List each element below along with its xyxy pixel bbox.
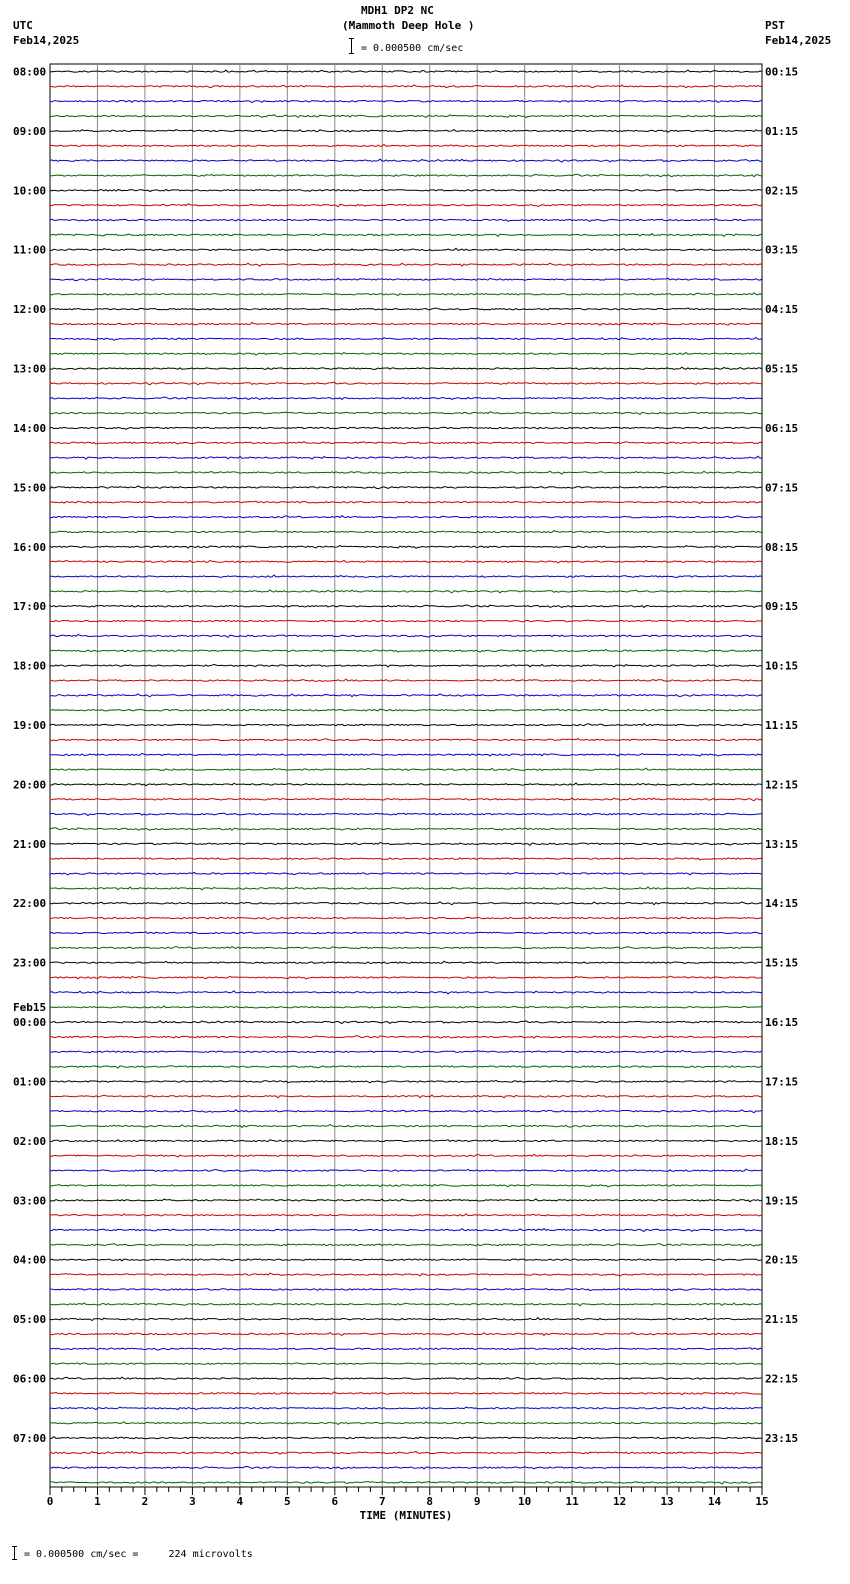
- seismic-trace: [50, 382, 762, 385]
- x-tick-label: 2: [141, 1495, 149, 1508]
- seismic-trace: [50, 1303, 762, 1306]
- utc-hour-label: 09:00: [13, 124, 47, 138]
- x-tick-label: 15: [755, 1495, 769, 1508]
- pst-hour-label: 13:15: [765, 837, 799, 851]
- utc-hour-label: 21:00: [13, 837, 47, 851]
- right-timezone: PST: [765, 19, 785, 32]
- seismic-trace: [50, 1481, 762, 1484]
- seismic-trace: [50, 189, 762, 191]
- seismic-trace: [50, 961, 762, 963]
- seismic-trace: [50, 501, 762, 503]
- seismic-trace: [50, 1066, 762, 1068]
- date-change-label: Feb15: [13, 1001, 47, 1015]
- footer-scale-note: = 0.000500 cm/sec = 224 microvolts: [24, 1549, 253, 1560]
- pst-hour-label: 08:15: [765, 540, 799, 554]
- pst-hour-label: 18:15: [765, 1134, 799, 1148]
- pst-hour-label: 21:15: [765, 1313, 799, 1327]
- footer-scale-bottom: [12, 1559, 17, 1560]
- utc-hour-label: 14:00: [13, 421, 47, 435]
- seismic-trace: [50, 768, 762, 770]
- pst-hour-label: 23:15: [765, 1431, 799, 1445]
- seismic-trace: [50, 234, 762, 237]
- utc-hour-label: 15:00: [13, 481, 47, 495]
- utc-hour-label: 11:00: [13, 243, 47, 257]
- seismic-trace: [50, 1259, 762, 1261]
- x-axis-label: TIME (MINUTES): [359, 1509, 453, 1522]
- pst-hour-label: 22:15: [765, 1372, 799, 1386]
- pst-hour-label: 09:15: [765, 600, 799, 614]
- pst-hour-label: 20:15: [765, 1253, 799, 1267]
- seismic-trace: [50, 531, 762, 533]
- seismic-trace: [50, 798, 762, 801]
- pst-hour-label: 02:15: [765, 184, 799, 198]
- seismic-trace: [50, 263, 762, 266]
- right-date: Feb14,2025: [765, 34, 832, 47]
- seismic-trace: [50, 367, 762, 369]
- x-tick-label: 12: [612, 1495, 627, 1508]
- seismic-trace: [50, 753, 762, 756]
- seismic-trace: [50, 1154, 762, 1157]
- seismic-trace: [50, 471, 762, 474]
- seismic-trace: [50, 620, 762, 622]
- seismic-trace: [50, 1333, 762, 1336]
- utc-hour-label: 07:00: [13, 1431, 47, 1445]
- pst-hour-label: 17:15: [765, 1075, 799, 1089]
- seismic-trace: [50, 976, 762, 979]
- seismic-trace: [50, 991, 762, 994]
- seismic-trace: [50, 1229, 762, 1232]
- seismic-trace: [50, 516, 762, 518]
- seismic-trace: [50, 293, 762, 296]
- seismic-trace: [50, 1006, 762, 1008]
- seismic-trace: [50, 932, 762, 934]
- seismic-trace: [50, 159, 762, 162]
- seismic-trace: [50, 560, 762, 563]
- pst-hour-label: 10:15: [765, 659, 799, 673]
- left-date: Feb14,2025: [13, 34, 80, 47]
- seismic-trace: [50, 650, 762, 653]
- seismic-trace: [50, 739, 762, 741]
- x-tick-label: 5: [284, 1495, 291, 1508]
- seismic-trace: [50, 204, 762, 207]
- seismic-trace: [50, 635, 762, 638]
- x-tick-label: 11: [565, 1495, 579, 1508]
- seismic-trace: [50, 1437, 762, 1439]
- pst-hour-label: 19:15: [765, 1194, 799, 1208]
- seismic-trace: [50, 397, 762, 399]
- x-tick-label: 10: [518, 1495, 532, 1508]
- seismic-trace: [50, 828, 762, 830]
- seismic-trace: [50, 1184, 762, 1187]
- seismic-trace: [50, 575, 762, 577]
- seismic-trace: [50, 486, 762, 489]
- x-tick-label: 8: [426, 1495, 434, 1508]
- seismic-trace: [50, 1407, 762, 1410]
- seismic-trace: [50, 546, 762, 549]
- seismic-trace: [50, 442, 762, 445]
- seismic-trace: [50, 100, 762, 102]
- pst-hour-label: 12:15: [765, 778, 799, 792]
- seismic-trace: [50, 858, 762, 860]
- pst-hour-label: 06:15: [765, 421, 799, 435]
- utc-hour-label: 20:00: [13, 778, 47, 792]
- x-tick-label: 13: [660, 1495, 674, 1508]
- utc-hour-label: 12:00: [13, 303, 47, 317]
- pst-hour-label: 11:15: [765, 719, 799, 733]
- seismic-trace: [50, 679, 762, 682]
- x-tick-label: 9: [473, 1495, 481, 1508]
- seismic-trace: [50, 1036, 762, 1038]
- pst-hour-label: 01:15: [765, 124, 799, 138]
- utc-hour-label: 13:00: [13, 362, 47, 376]
- utc-hour-label: 06:00: [13, 1372, 47, 1386]
- utc-hour-label: 05:00: [13, 1313, 47, 1327]
- seismic-trace: [50, 694, 762, 697]
- seismic-trace: [50, 1199, 762, 1202]
- seismic-trace: [50, 724, 762, 727]
- station-location: (Mammoth Deep Hole ): [342, 19, 475, 32]
- seismic-trace: [50, 1467, 762, 1469]
- utc-hour-label: 10:00: [13, 184, 47, 198]
- seismic-trace: [50, 872, 762, 875]
- seismic-trace: [50, 1125, 762, 1128]
- seismic-trace: [50, 323, 762, 326]
- x-tick-label: 14: [707, 1495, 722, 1508]
- seismic-trace: [50, 1095, 762, 1098]
- pst-hour-label: 16:15: [765, 1016, 799, 1030]
- x-tick-label: 1: [94, 1495, 101, 1508]
- seismic-trace: [50, 813, 762, 816]
- x-tick-label: 7: [378, 1495, 386, 1508]
- seismic-trace: [50, 248, 762, 251]
- seismic-trace: [50, 887, 762, 890]
- pst-hour-label: 15:15: [765, 956, 799, 970]
- seismic-trace: [50, 902, 762, 905]
- seismic-trace: [50, 1273, 762, 1276]
- footer-scale-icon: [14, 1546, 15, 1560]
- seismic-trace: [50, 1214, 762, 1216]
- left-timezone: UTC: [13, 19, 33, 32]
- seismic-trace: [50, 219, 762, 222]
- seismic-trace: [50, 1110, 762, 1113]
- seismic-trace: [50, 1363, 762, 1365]
- pst-hour-label: 03:15: [765, 243, 799, 257]
- seismic-trace: [50, 85, 762, 88]
- footer-scale-top: [12, 1546, 17, 1547]
- seismic-trace: [50, 1050, 762, 1052]
- pst-hour-label: 00:15: [765, 65, 799, 79]
- utc-hour-label: 02:00: [13, 1134, 47, 1148]
- seismic-trace: [50, 456, 762, 459]
- x-tick-label: 3: [189, 1495, 196, 1508]
- scale-label: = 0.000500 cm/sec: [361, 43, 464, 54]
- pst-hour-label: 14:15: [765, 897, 799, 911]
- pst-hour-label: 05:15: [765, 362, 799, 376]
- seismic-trace: [50, 709, 762, 711]
- seismic-trace: [50, 337, 762, 340]
- seismic-trace: [50, 352, 762, 355]
- utc-hour-label: 23:00: [13, 956, 47, 970]
- seismic-trace: [50, 1348, 762, 1350]
- utc-hour-label: 17:00: [13, 600, 47, 614]
- utc-hour-label: 19:00: [13, 719, 47, 733]
- x-tick-label: 0: [46, 1495, 54, 1508]
- utc-hour-label: 00:00: [13, 1016, 47, 1030]
- seismic-trace: [50, 70, 762, 72]
- seismic-trace: [50, 783, 762, 786]
- pst-hour-label: 04:15: [765, 303, 799, 317]
- seismic-trace: [50, 1080, 762, 1083]
- seismic-trace: [50, 1244, 762, 1246]
- seismic-trace: [50, 842, 762, 845]
- seismic-trace: [50, 1021, 762, 1024]
- seismic-trace: [50, 1140, 762, 1142]
- seismic-trace: [50, 1451, 762, 1454]
- utc-hour-label: 16:00: [13, 540, 47, 554]
- seismic-trace: [50, 1289, 762, 1291]
- seismic-trace: [50, 412, 762, 415]
- seismic-trace: [50, 427, 762, 429]
- pst-hour-label: 07:15: [765, 481, 799, 495]
- seismic-trace: [50, 1169, 762, 1171]
- seismic-trace: [50, 174, 762, 176]
- seismic-trace: [50, 1422, 762, 1425]
- seismic-trace: [50, 664, 762, 667]
- utc-hour-label: 22:00: [13, 897, 47, 911]
- utc-hour-label: 01:00: [13, 1075, 47, 1089]
- utc-hour-label: 18:00: [13, 659, 47, 673]
- seismic-trace: [50, 946, 762, 948]
- seismic-trace: [50, 1392, 762, 1395]
- utc-hour-label: 03:00: [13, 1194, 47, 1208]
- utc-hour-label: 04:00: [13, 1253, 47, 1267]
- seismic-trace: [50, 130, 762, 133]
- seismic-trace: [50, 1377, 762, 1379]
- seismic-trace: [50, 144, 762, 146]
- seismic-trace: [50, 308, 762, 310]
- seismic-trace: [50, 917, 762, 919]
- seismic-trace: [50, 605, 762, 607]
- utc-hour-label: 08:00: [13, 65, 47, 79]
- seismic-trace: [50, 590, 762, 593]
- station-title: MDH1 DP2 NC: [361, 4, 434, 17]
- seismic-trace: [50, 278, 762, 280]
- seismic-trace: [50, 1318, 762, 1321]
- x-tick-label: 4: [236, 1495, 244, 1508]
- seismic-trace: [50, 115, 762, 118]
- x-tick-label: 6: [331, 1495, 339, 1508]
